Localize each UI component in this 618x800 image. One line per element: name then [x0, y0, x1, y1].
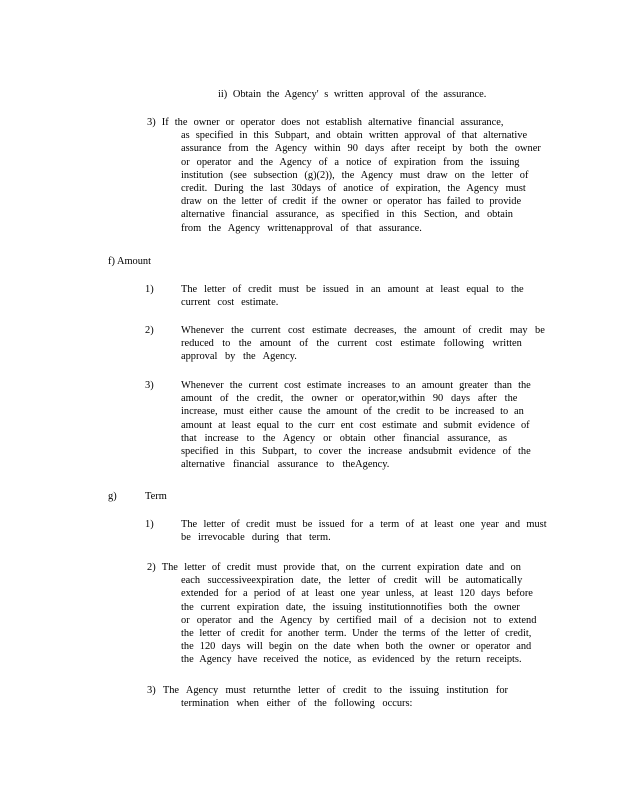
text-line: specified in this Subpart, to cover the increase andsubmit evidence of the [181, 446, 531, 458]
section-f-item-3 [181, 379, 531, 471]
text-line: The letter of credit must be issued in an amount at least equal to the [181, 284, 524, 295]
top-item-text [218, 88, 486, 101]
section-f-item-1 [181, 283, 524, 309]
text-line: 3) If the owner or operator does not establish alternative financial assurance, [147, 117, 504, 128]
text-line: alternative financial assurance to theAgency. [181, 459, 390, 471]
text-line: 2) The letter of credit must provide that, on the current expiration date and on [147, 562, 521, 573]
text-line: Whenever the current cost estimate decreases, the amount of credit may be [181, 325, 545, 336]
text-line: draw on the letter of credit if the owner or operator has failed to provide [181, 196, 522, 208]
text-line: the current expiration date, the issuing institutionnotifies both the owner [181, 601, 520, 613]
section-g-heading: Term [145, 491, 167, 502]
text-line: amount of the credit, the owner or operator,within 90 days after the [181, 393, 518, 405]
text-line: institution (see subsection (g)(2)), the Agency must draw on the letter of [181, 169, 529, 181]
text-line: the Agency have received the notice, as evidenced by the return receipts. [181, 654, 522, 666]
text-line: amount at least equal to the curr ent cost estimate and submit evidence of [181, 419, 530, 431]
text-line: that increase to the Agency or obtain other financial assurance, as [181, 432, 508, 444]
text-line: as specified in this Subpart, and obtain written approval of that alternative [181, 130, 528, 142]
text-line: be irrevocable during that term. [181, 532, 331, 544]
text-line: The letter of credit must be issued for a term of at least one year and must [181, 519, 547, 530]
text-line: Whenever the current cost estimate increases to an amount greater than the [181, 380, 531, 391]
text-line: or operator and the Agency of a notice of expiration from the issuing [181, 156, 520, 168]
text-line: assurance from the Agency within 90 days after receipt by both the owner [181, 143, 541, 155]
text-line: or operator and the Agency by certified mail of a decision not to extend [181, 614, 537, 626]
item-label: 2) [145, 325, 154, 336]
item-label: 1) [145, 284, 154, 295]
section-f-heading: f) Amount [108, 256, 152, 267]
section-g-item-2 [147, 561, 536, 667]
item-label: 1) [145, 519, 154, 530]
text-line: reduced to the amount of the current cost estimate following written [181, 338, 522, 350]
section-g-item-3 [147, 684, 508, 710]
item-label: 3) [145, 380, 154, 391]
text-line: the letter of credit for another term. Under the terms of the letter of credit, [181, 628, 532, 640]
text-line: alternative financial assurance, as specified in this Section, and obtain [181, 209, 513, 221]
text-line: each successiveexpiration date, the letter of credit will be automatically [181, 575, 523, 587]
text-line: 3) The Agency must returnthe letter of credit to the issuing institution for [147, 685, 508, 696]
text-line: from the Agency writtenapproval of that assurance. [181, 222, 422, 234]
text-line: approval by the Agency. [181, 351, 297, 363]
text-line: current cost estimate. [181, 297, 279, 309]
item-3-paragraph [147, 116, 541, 235]
text-line: the 120 days will begin on the date when both the owner or operator and [181, 641, 532, 653]
text-line: termination when either of the following occurs: [181, 698, 413, 710]
text-line: increase, must either cause the amount of the credit to be increased to an [181, 406, 524, 418]
section-g-label: g) [108, 491, 117, 502]
text-line: extended for a period of at least one year unless, at least 120 days before [181, 588, 533, 600]
section-f-item-2 [181, 324, 545, 364]
text-line: ii) Obtain the Agency' s written approval of the assurance. [218, 89, 487, 100]
text-line: credit. During the last 30days of anotice of expiration, the Agency must [181, 183, 526, 195]
section-g-item-1 [181, 518, 547, 544]
